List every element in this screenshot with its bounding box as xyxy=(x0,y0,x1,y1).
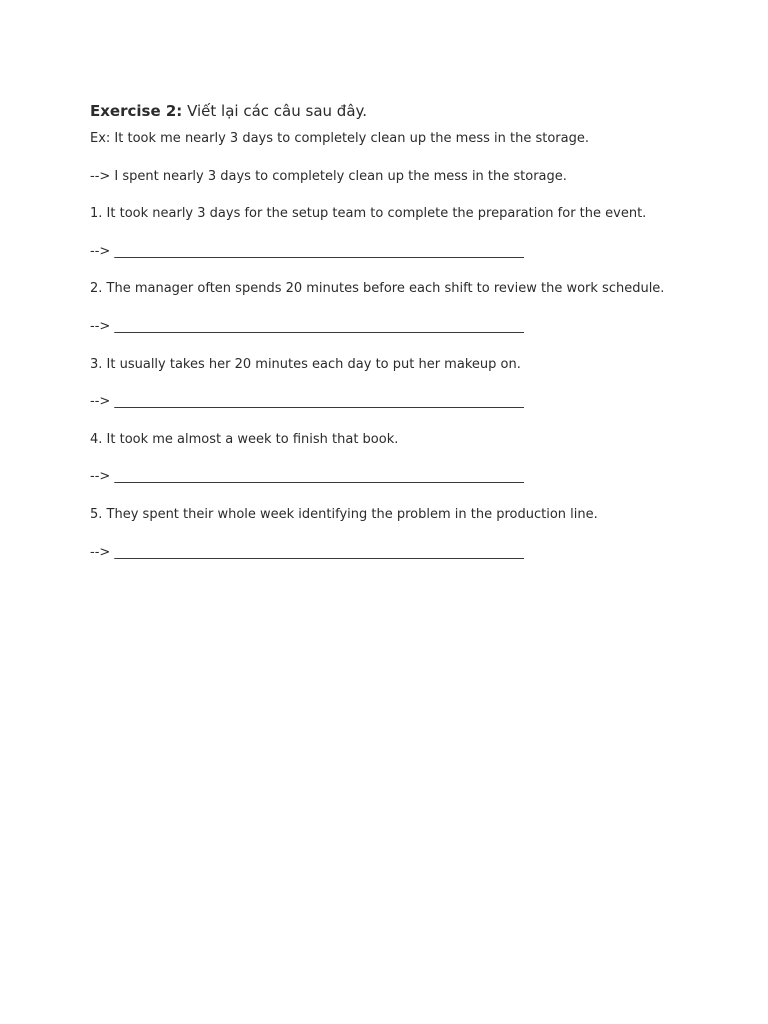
example-answer: --> I spent nearly 3 days to completely clean up the mess in the storage. xyxy=(90,168,567,184)
answer-line-5[interactable]: --> _______________________________________________________________ xyxy=(90,544,524,560)
example-prompt: Ex: It took me nearly 3 days to completely clean up the mess in the storage. xyxy=(90,131,589,146)
answer-line-1[interactable]: --> _______________________________________________________________ xyxy=(90,243,524,259)
exercise-label: Exercise 2: xyxy=(90,102,183,120)
answer-line-2[interactable]: --> _______________________________________________________________ xyxy=(90,318,524,334)
question-1: 1. It took nearly 3 days for the setup team to complete the preparation for the event. xyxy=(90,206,647,222)
question-3: 3. It usually takes her 20 minutes each day to put her makeup on. xyxy=(90,356,521,372)
answer-line-3[interactable]: --> _______________________________________________________________ xyxy=(90,394,524,410)
answer-line-4[interactable]: --> _______________________________________________________________ xyxy=(90,469,524,485)
exercise-heading xyxy=(90,100,730,122)
question-2: 2. The manager often spends 20 minutes before each shift to review the work schedule. xyxy=(90,281,665,297)
question-4: 4. It took me almost a week to finish that book. xyxy=(90,431,399,447)
worksheet-page xyxy=(90,100,730,580)
question-5: 5. They spent their whole week identifying the problem in the production line. xyxy=(90,506,598,522)
exercise-instruction: Viết lại các câu sau đây. xyxy=(187,102,368,120)
